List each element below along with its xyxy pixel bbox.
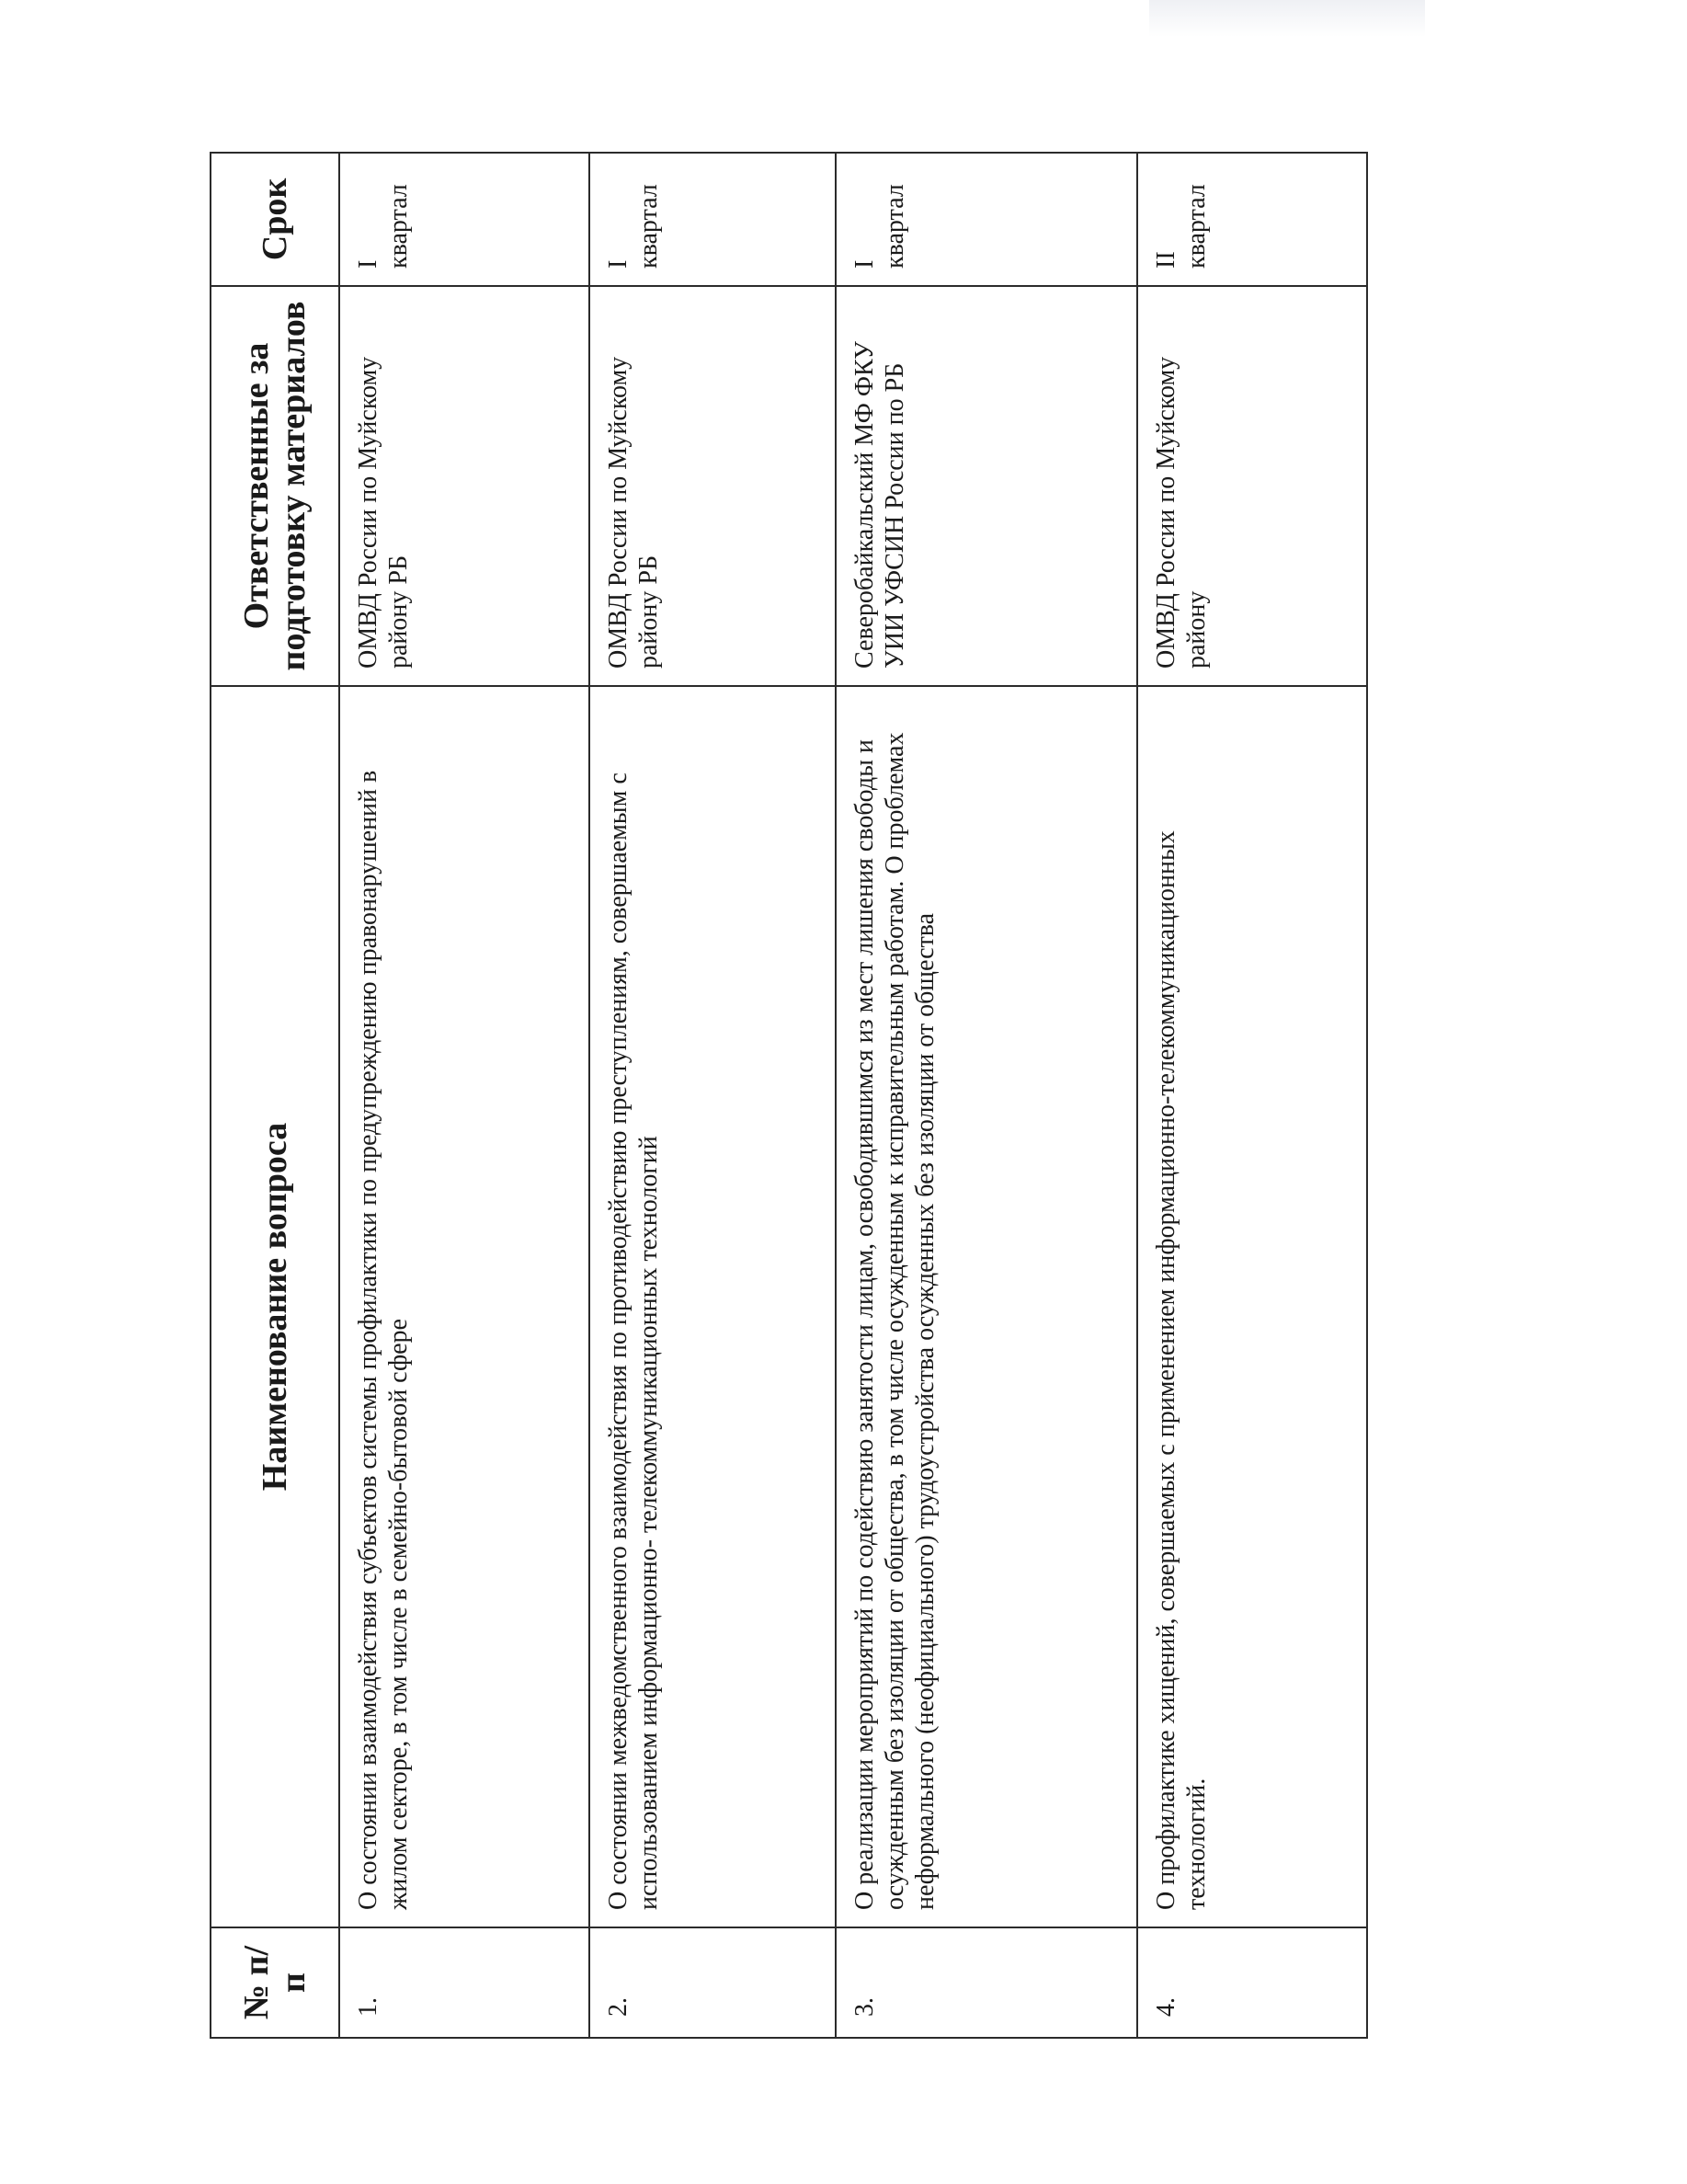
header-question: Наименование вопроса — [211, 686, 339, 1927]
row-number: 4. — [1137, 1927, 1367, 2038]
rotated-page-content — [210, 154, 1366, 2039]
row-term: I квартал — [339, 153, 589, 286]
row-number: 3. — [836, 1927, 1137, 2038]
row-question: О реализации мероприятий по содействию занятости лицам, освободившимся из мест лишения свободы и осужденным без изоляции от общества, в том числе осужденным к исправительным работам. О проблемах неформального (неофициального) трудоустройства осужденных без изоляции от общества — [836, 686, 1137, 1927]
row-number: 2. — [589, 1927, 836, 2038]
table-row — [836, 153, 1137, 2038]
row-number: 1. — [339, 1927, 589, 2038]
row-term: II квартал — [1137, 153, 1367, 286]
row-responsible: ОМВД России по Муйскому району РБ — [589, 286, 836, 686]
header-number: № п/п — [211, 1927, 339, 2038]
plan-table — [210, 152, 1368, 2039]
row-question: О состоянии взаимодействия субъектов системы профилактики по предупреждению правонарушений в жилом секторе, в том числе в семейно-бытовой сфере — [339, 686, 589, 1927]
table-header-row — [211, 153, 339, 2038]
row-term: I квартал — [589, 153, 836, 286]
scan-shadow — [1149, 0, 1425, 37]
row-responsible: ОМВД России по Муйскому району — [1137, 286, 1367, 686]
table-row — [589, 153, 836, 2038]
row-responsible: Северобайкальский МФ ФКУ УИИ УФСИН России по РБ — [836, 286, 1137, 686]
table-row — [1137, 153, 1367, 2038]
row-term: I квартал — [836, 153, 1137, 286]
row-question: О профилактике хищений, совершаемых с применением информационно-телекоммуникационных технологий. — [1137, 686, 1367, 1927]
table-row — [339, 153, 589, 2038]
row-question: О состоянии межведомственного взаимодействия по противодействию преступлениям, совершаемым с использованием информационно- телекоммуникационных технологий — [589, 686, 836, 1927]
row-responsible: ОМВД России по Муйскому району РБ — [339, 286, 589, 686]
header-responsible: Ответственные за подготовку материалов — [211, 286, 339, 686]
header-term: Срок — [211, 153, 339, 286]
